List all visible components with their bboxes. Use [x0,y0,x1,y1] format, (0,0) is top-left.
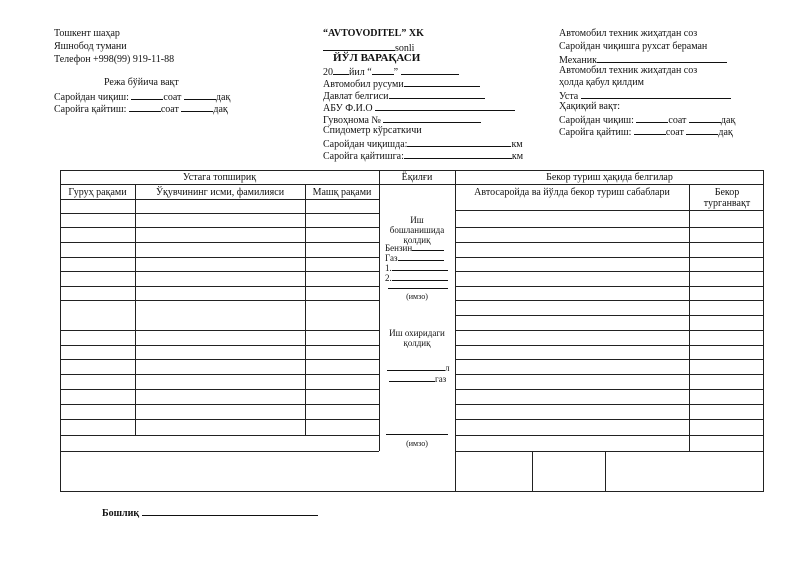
group-student-separator [135,184,136,435]
right-row-line [455,389,764,390]
fuel-start-label: Иш бошланишида қолдиқ [389,215,445,245]
left-row-line [60,300,379,301]
item2-field[interactable] [392,273,448,281]
right-row-line [455,404,764,405]
minute-unit: дақ [215,92,231,103]
left-row-line [60,451,379,452]
right-row-line [455,271,764,272]
km-unit: км [511,139,523,150]
right-row-line [455,227,764,228]
right-row-line [455,359,764,360]
head-label: Бошлиқ [102,508,140,519]
end-litre-row [387,363,450,374]
phone-text: Телефон +998(99) 919-11-88 [54,54,175,65]
left-row-line [60,199,379,200]
hour-unit: соат [160,104,179,115]
left-row-line [60,227,379,228]
license-field[interactable] [383,113,481,123]
actual-depart-hour-field[interactable] [636,113,668,123]
accepted-line: ҳолда қабул қилдим [559,77,644,88]
idle-header: Бекор туриш ҳақида белгилар [546,172,673,183]
km-unit: км [511,151,524,162]
company-name: “AVTOVODITEL” XK [323,28,424,39]
signature-line-start[interactable] [388,288,448,289]
signature-line-end[interactable] [386,434,448,435]
left-row-line [60,345,379,346]
col-idle-reasons: Автосаройда ва йўлда бекор туриш сабаблари [474,187,670,198]
litre-unit: л [445,363,450,373]
item1-label: 1. [385,263,392,273]
hour-unit: соат [665,127,684,138]
col-group-number: Гуруҳ рақами [68,187,127,198]
speedo-return-row [323,149,523,163]
actual-time-title: Ҳақиқий вақт: [559,101,620,112]
right-row-line [455,374,764,375]
head-signature-field[interactable] [142,506,318,516]
state-number-label: Давлат белгиси [323,91,389,102]
actual-return-hour-field[interactable] [634,125,666,135]
fuel-end-label: Иш охиридаги қолдиқ [389,328,445,348]
actual-return-minute-field[interactable] [686,125,718,135]
car-brand-label: Автомобил русуми [323,79,404,90]
speedo-return-field[interactable] [404,149,512,159]
signature-start-label: (имзо) [406,292,428,301]
exit-permit-line: Саройдан чиқишга рухсат бераман [559,41,708,52]
item1-field[interactable] [392,263,448,271]
left-row-line [60,419,379,420]
end-gas-field[interactable] [389,374,435,382]
left-row-line [60,374,379,375]
speedometer-label: Спидометр кўрсаткичи [323,125,422,136]
right-row-line [455,419,764,420]
col-exercise-number: Машқ рақами [312,187,372,198]
col-student-name: Ўқувчининг исми, фамилияси [155,187,285,198]
right-row-line [455,210,764,211]
hour-unit: соат [163,92,182,103]
fuel-header: Ёқилғи [401,172,433,183]
left-row-line [60,330,379,331]
right-row-line [455,257,764,258]
year-suffix: йил “ [349,67,372,78]
end-litre-field[interactable] [387,363,445,371]
petrol-label: Бензин [385,243,413,253]
year-prefix: 20 [323,67,333,78]
right-row-line [455,451,764,452]
document-title: ЙЎЛ ВАРАҚАСИ [333,52,421,64]
bottom-box-separator [532,451,533,492]
planned-return-label: Саройга қайтиш: [54,104,127,115]
head-signature-row [102,506,318,520]
task-fuel-separator [379,170,380,451]
month-field[interactable] [401,65,459,75]
right-row-line [455,242,764,243]
planned-depart-label: Саройдан чиқиш: [54,92,129,103]
planned-depart-minute-field[interactable] [184,90,216,100]
state-number-field[interactable] [389,89,485,99]
gas-unit: газ [435,374,447,384]
tech-ok-line1: Автомобил техник жиҳатдан соз [559,28,698,39]
left-row-line [60,359,379,360]
table-border-bottom [60,491,764,492]
table-border-right [763,170,764,492]
actual-depart-minute-field[interactable] [689,113,721,123]
year-field[interactable] [333,65,349,75]
fuel-idle-separator [455,170,456,492]
petrol-field[interactable] [412,243,444,251]
tech-ok-line2: Автомобил техник жиҳатдан соз [559,65,698,76]
actual-return-row [559,125,733,139]
task-header: Устага топшириқ [182,172,257,183]
day-field[interactable] [372,65,394,75]
hour-unit: соат [668,115,687,126]
item2-row [385,273,448,284]
item2-label: 2. [385,273,392,283]
left-row-line [60,389,379,390]
reasons-time-separator [689,184,690,451]
left-row-line [60,271,379,272]
district-text: Яшнобод тумани [54,41,127,52]
left-row-line [60,257,379,258]
gas-label: Газ [385,253,398,263]
right-row-line [455,300,764,301]
planned-return-hour-field[interactable] [129,102,161,112]
quote-close: ” [393,67,399,78]
master-field[interactable] [581,89,731,99]
right-row-line [455,286,764,287]
minute-unit: дақ [213,104,228,115]
speedo-depart-label: Саройдан чиқишда: [323,139,408,150]
signature-end-label: (имзо) [406,439,428,448]
header-divider [60,184,764,185]
doc-number-field[interactable] [323,41,395,51]
left-row-line [60,435,379,436]
minute-unit: дақ [718,127,733,138]
left-row-line [60,404,379,405]
right-row-line [455,435,764,436]
right-row-line [455,345,764,346]
mechanic-label: Механик [559,55,597,66]
city-text: Тошкент шаҳар [54,28,120,39]
abu-fio-label: АБУ Ф.И.О [323,103,373,114]
schedule-title: Режа бўйича вақт [104,77,179,88]
right-row-line [455,330,764,331]
left-row-line [60,286,379,287]
actual-return-label: Саройга қайтиш: [559,127,632,138]
car-brand-field[interactable] [404,77,480,87]
mechanic-field[interactable] [597,53,727,63]
license-label: Гувоҳнома № [323,115,381,126]
speedo-depart-field[interactable] [407,137,511,147]
planned-return-row [54,102,228,116]
actual-depart-label: Саройдан чиқиш: [559,115,634,126]
master-label: Уста [559,91,579,102]
gas-field[interactable] [398,253,444,261]
col-idle-time: Бекор турганвақт [703,187,751,209]
abu-fio-field[interactable] [375,101,515,111]
waybill-table [60,170,764,492]
left-row-line [60,242,379,243]
planned-return-minute-field[interactable] [181,102,213,112]
number-suffix: sonli [395,43,415,54]
student-exercise-separator [305,184,306,435]
bottom-box-separator [605,451,606,492]
table-border-top [60,170,764,171]
right-row-line [455,315,764,316]
end-gas-row [389,374,446,385]
table-border-left [60,170,61,492]
left-row-line [60,213,379,214]
planned-depart-hour-field[interactable] [131,90,163,100]
speedo-return-label: Саройга қайтишга: [323,151,404,162]
minute-unit: дақ [720,115,736,126]
